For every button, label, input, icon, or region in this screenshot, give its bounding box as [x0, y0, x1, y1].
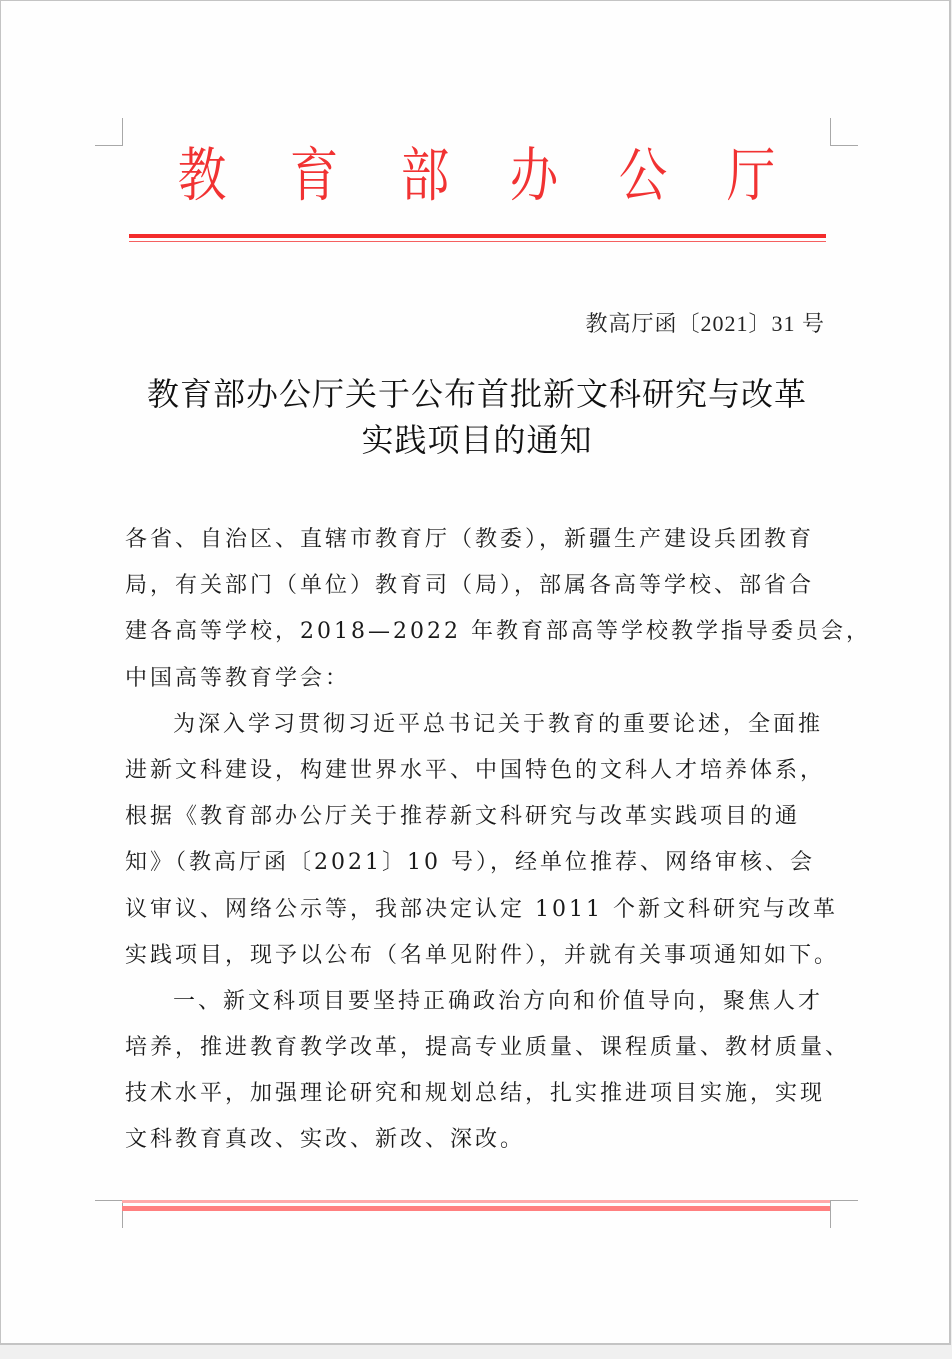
body-line-paragraph-start: 一、新文科项目要坚持正确政治方向和价值导向，聚焦人才 — [173, 988, 824, 1014]
body-line: 进新文科建设，构建世界水平、中国特色的文科人才培养体系， — [125, 757, 826, 783]
document-number: 教高厅函〔2021〕31 号 — [585, 311, 825, 336]
masthead-rule-thick — [129, 234, 826, 238]
crop-mark-bottom-left — [95, 1200, 123, 1228]
body-line: 议审议、网络公示等，我部决定认定 1011 个新文科研究与改革 — [125, 896, 838, 922]
masthead-rule-thin — [129, 241, 826, 242]
title-line: 实践项目的通知 — [361, 421, 593, 459]
body-line: 技术水平，加强理论研究和规划总结，扎实推进项目实施，实现 — [125, 1081, 826, 1107]
crop-mark-top-left — [95, 118, 123, 146]
masthead-char: 教 — [177, 141, 227, 210]
masthead-char: 厅 — [726, 141, 776, 210]
crop-mark-bottom-right — [830, 1200, 858, 1228]
footer-rule-thin — [122, 1200, 830, 1203]
masthead-char: 部 — [400, 141, 450, 210]
body-line-addressee: 中国高等教育学会： — [125, 665, 351, 691]
footer-rule-thick — [122, 1206, 830, 1211]
crop-mark-top-right — [830, 118, 858, 146]
title-line: 教育部办公厅关于公布首批新文科研究与改革 — [146, 375, 807, 413]
masthead-char: 公 — [618, 141, 668, 210]
body-line-addressee: 局，有关部门（单位）教育司（局），部属各高等学校、部省合 — [125, 573, 815, 599]
body-line-addressee: 建各高等学校，2018—2022 年教育部高等学校教学指导委员会， — [125, 619, 871, 645]
body-line: 文科教育真改、实改、新改、深改。 — [125, 1127, 526, 1153]
body-line: 知》（教高厅函〔2021〕10 号），经单位推荐、网络审核、会 — [125, 850, 815, 876]
body-line: 根据《教育部办公厅关于推荐新文科研究与改革实践项目的通 — [125, 804, 801, 830]
body-line: 培养，推进教育教学改革，提高专业质量、课程质量、教材质量、 — [125, 1035, 851, 1061]
masthead-red-header — [121, 141, 833, 211]
body-line-paragraph-start: 为深入学习贯彻习近平总书记关于教育的重要论述，全面推 — [173, 711, 824, 737]
document-title — [119, 371, 835, 463]
masthead-char: 办 — [509, 141, 559, 210]
document-body — [125, 517, 871, 1164]
body-line: 实践项目，现予以公布（名单见附件），并就有关事项通知如下。 — [125, 942, 840, 968]
masthead-char: 育 — [289, 141, 339, 210]
body-line-addressee: 各省、自治区、直辖市教育厅（教委），新疆生产建设兵团教育 — [125, 527, 815, 552]
